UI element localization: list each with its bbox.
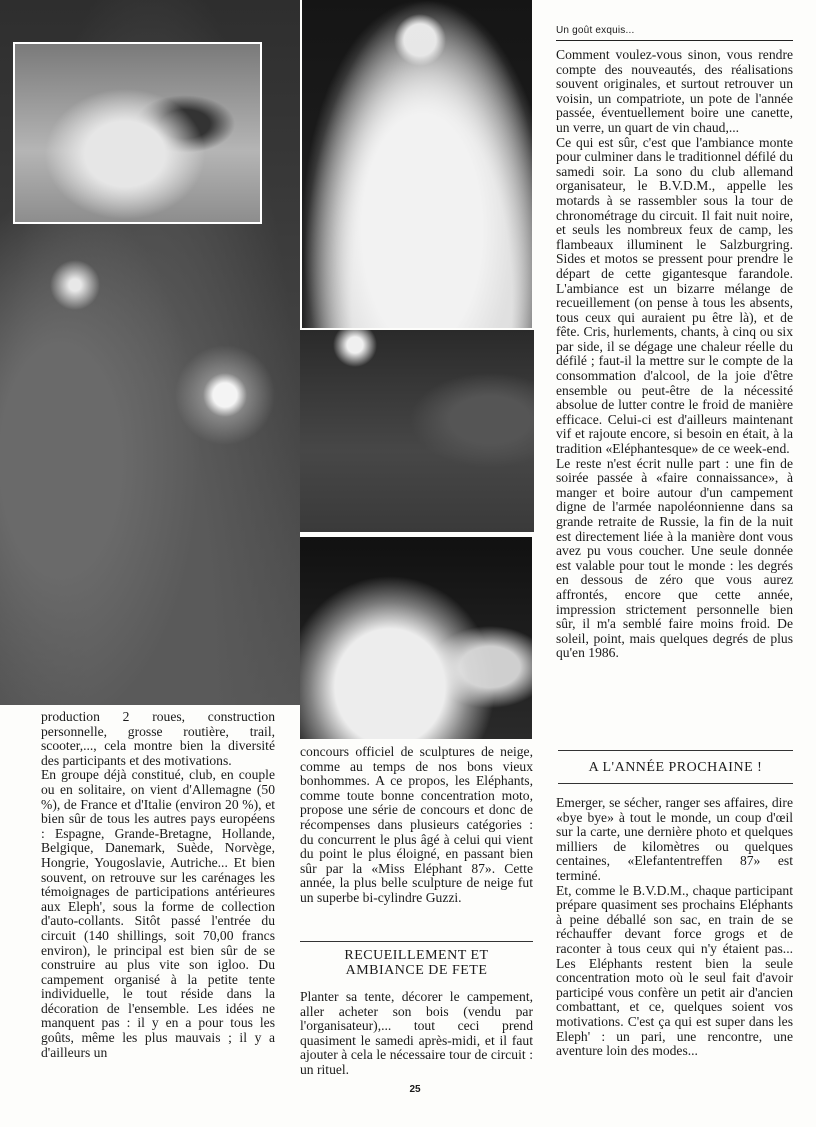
photo-snow-sculpture-elephant [300, 537, 532, 739]
paragraph: concours officiel de sculptures de neige, comme au temps de nos bons vieux bonhommes. A ce propos, les Eléphants, comme toute bonne concentration moto, propose une série de concours et donc de récompenses dans plusieurs catégories : du concurrent le plus âgé à celui qui vient du point le plus éloigné, en passant bien sûr par la «Miss Eléphant 87». Cette année, la plus belle sculpture de neige fut un superbe bi-cylindre Guzzi. [300, 744, 533, 905]
column-middle-bottom [300, 990, 533, 1078]
section-rule [300, 941, 533, 942]
page-number: 25 [409, 1084, 421, 1095]
column-right-top [556, 48, 793, 661]
paragraph: Comment voulez-vous sinon, vous rendre compte des nouveautés, des réalisations souvent originales, et surtout retrouver un voisin, un compatriote, un pote de l'année passée, éventuellement boire une canette, un verre, un quart de vin chaud,... [556, 47, 793, 135]
paragraph: Et, comme le B.V.D.M., chaque participant prépare quasiment ses prochains Eléphants à peine déballé son sac, en train de se réchauffer devant force grogs et de raconter à tous ceux qui n'y étaient pas... Les Eléphants restent bien la seule concentration moto où le seul fait d'avoir participé vous confère un petit air d'ancien combattant, et ce, quelques soient vos motivations. C'est ça qui est super dans les Eleph' : un pari, une rencontre, une aventure loin des modes... [556, 882, 793, 1059]
header-rule [556, 40, 793, 41]
paragraph: Le reste n'est écrit nulle part : une fin de soirée passée à «faire connaissance», à manger et boire autour d'un campement digne de l'armée napoléonnienne dans sa grande retraite de Russie, la fin de la nuit est directement liée à la manière dont vous avez pu vous coucher. Une seule donnée est valable pour tout le monde : les degrés en dessous de zéro que vous aurez affrontés, encore que cette année, impression strictement personnelle bien sûr, il m'a semblé faire moins froid. De soleil, point, mais quelques degrés de plus qu'en 1986. [556, 455, 793, 661]
running-title: Un goût exquis... [556, 25, 635, 36]
paragraph: production 2 roues, construction personnelle, grosse routière, trail, scooter,..., cela montre bien la diversité des participants et des motivations. [41, 709, 275, 768]
heading-line: RECUEILLEMENT ET [344, 948, 489, 963]
section-heading-recueillement [300, 948, 533, 978]
column-middle-top [300, 745, 533, 906]
photo-snow-sculpture-woman [302, 0, 532, 328]
section-heading-annee-prochaine: A L'ANNÉE PROCHAINE ! [588, 760, 763, 775]
column-right-bottom [556, 796, 793, 1059]
section-rule [558, 750, 793, 751]
paragraph: En groupe déjà constitué, club, en couple ou en solitaire, on vient d'Allemagne (50 %), de France et d'Italie (environ 20 %), et bien sûr de tous les autres pays européens : Espagne, Grande-Bretagne, Hollande, Belgique, Danemark, Suède, Norvège, Hongrie, Yougoslavie, Autriche... Et bien souvent, on retrouve sur les carénages les témoignages de participations antérieures aux Eleph', sous la forme de collection d'auto-collants. Sitôt passé l'entrée du circuit (140 shillings, soit 70,00 francs environ), le principal est bien sûr de se construire au plus vite son igloo. Du campement organisé à la petite tente individuelle, le tout réside dans la décoration de l'ensemble. Les idées ne manquent pas : il y en a pour tous les goûts, même les plus mauvais ; il y a d'ailleurs un [41, 767, 275, 1060]
photo-scooter-rider [13, 42, 262, 224]
paragraph: Emerger, se sécher, ranger ses affaires, dire «bye bye» à tout le monde, un coup d'œil sur la carte, une dernière photo et quelques milliers de kilomètres ou quelques centaines, «Elefantentreffen 87» est terminé. [556, 795, 793, 883]
section-rule [558, 783, 793, 784]
column-left [41, 710, 275, 1060]
heading-line: AMBIANCE DE FETE [345, 963, 488, 978]
paragraph: Planter sa tente, décorer le campement, aller acheter son bois (vendu par l'organisateur),... tout ceci prend quasiment le samedi après-midi, et il faut ajouter à cela le nécessaire tour de circuit : un rituel. [300, 989, 533, 1077]
paragraph: Ce qui est sûr, c'est que l'ambiance monte pour culminer dans le traditionnel défilé du samedi soir. La sono du club allemand organisateur, le B.V.D.M., appelle les motards à se rassembler sous la tour de chronométrage du circuit. Il fait nuit noire, et seuls les nombreux feux de camp, les flambeaux illuminent le Salzburgring. Sides et motos se pressent pour prendre le départ de cette gigantesque farandole. L'ambiance est un bizarre mélange de recueillement (on pense à tous les absents, tous ceux qui auraient pu être là), et de fête. Cris, hurlements, chants, à cinq ou six par side, il se dégage une chaleur réelle du défilé ; faut-il la mettre sur le compte de la consommation d'alcool, de la joie d'être ensemble ou peut-être de la nécessité absolue de lutter contre le froid de manière efficace. Celui-ci est d'ailleurs maintenant vif et rajoute encore, si besoin en était, à la tradition «Eléphantesque» de ce week-end. [556, 134, 793, 457]
photo-night-riders-right [300, 330, 534, 532]
